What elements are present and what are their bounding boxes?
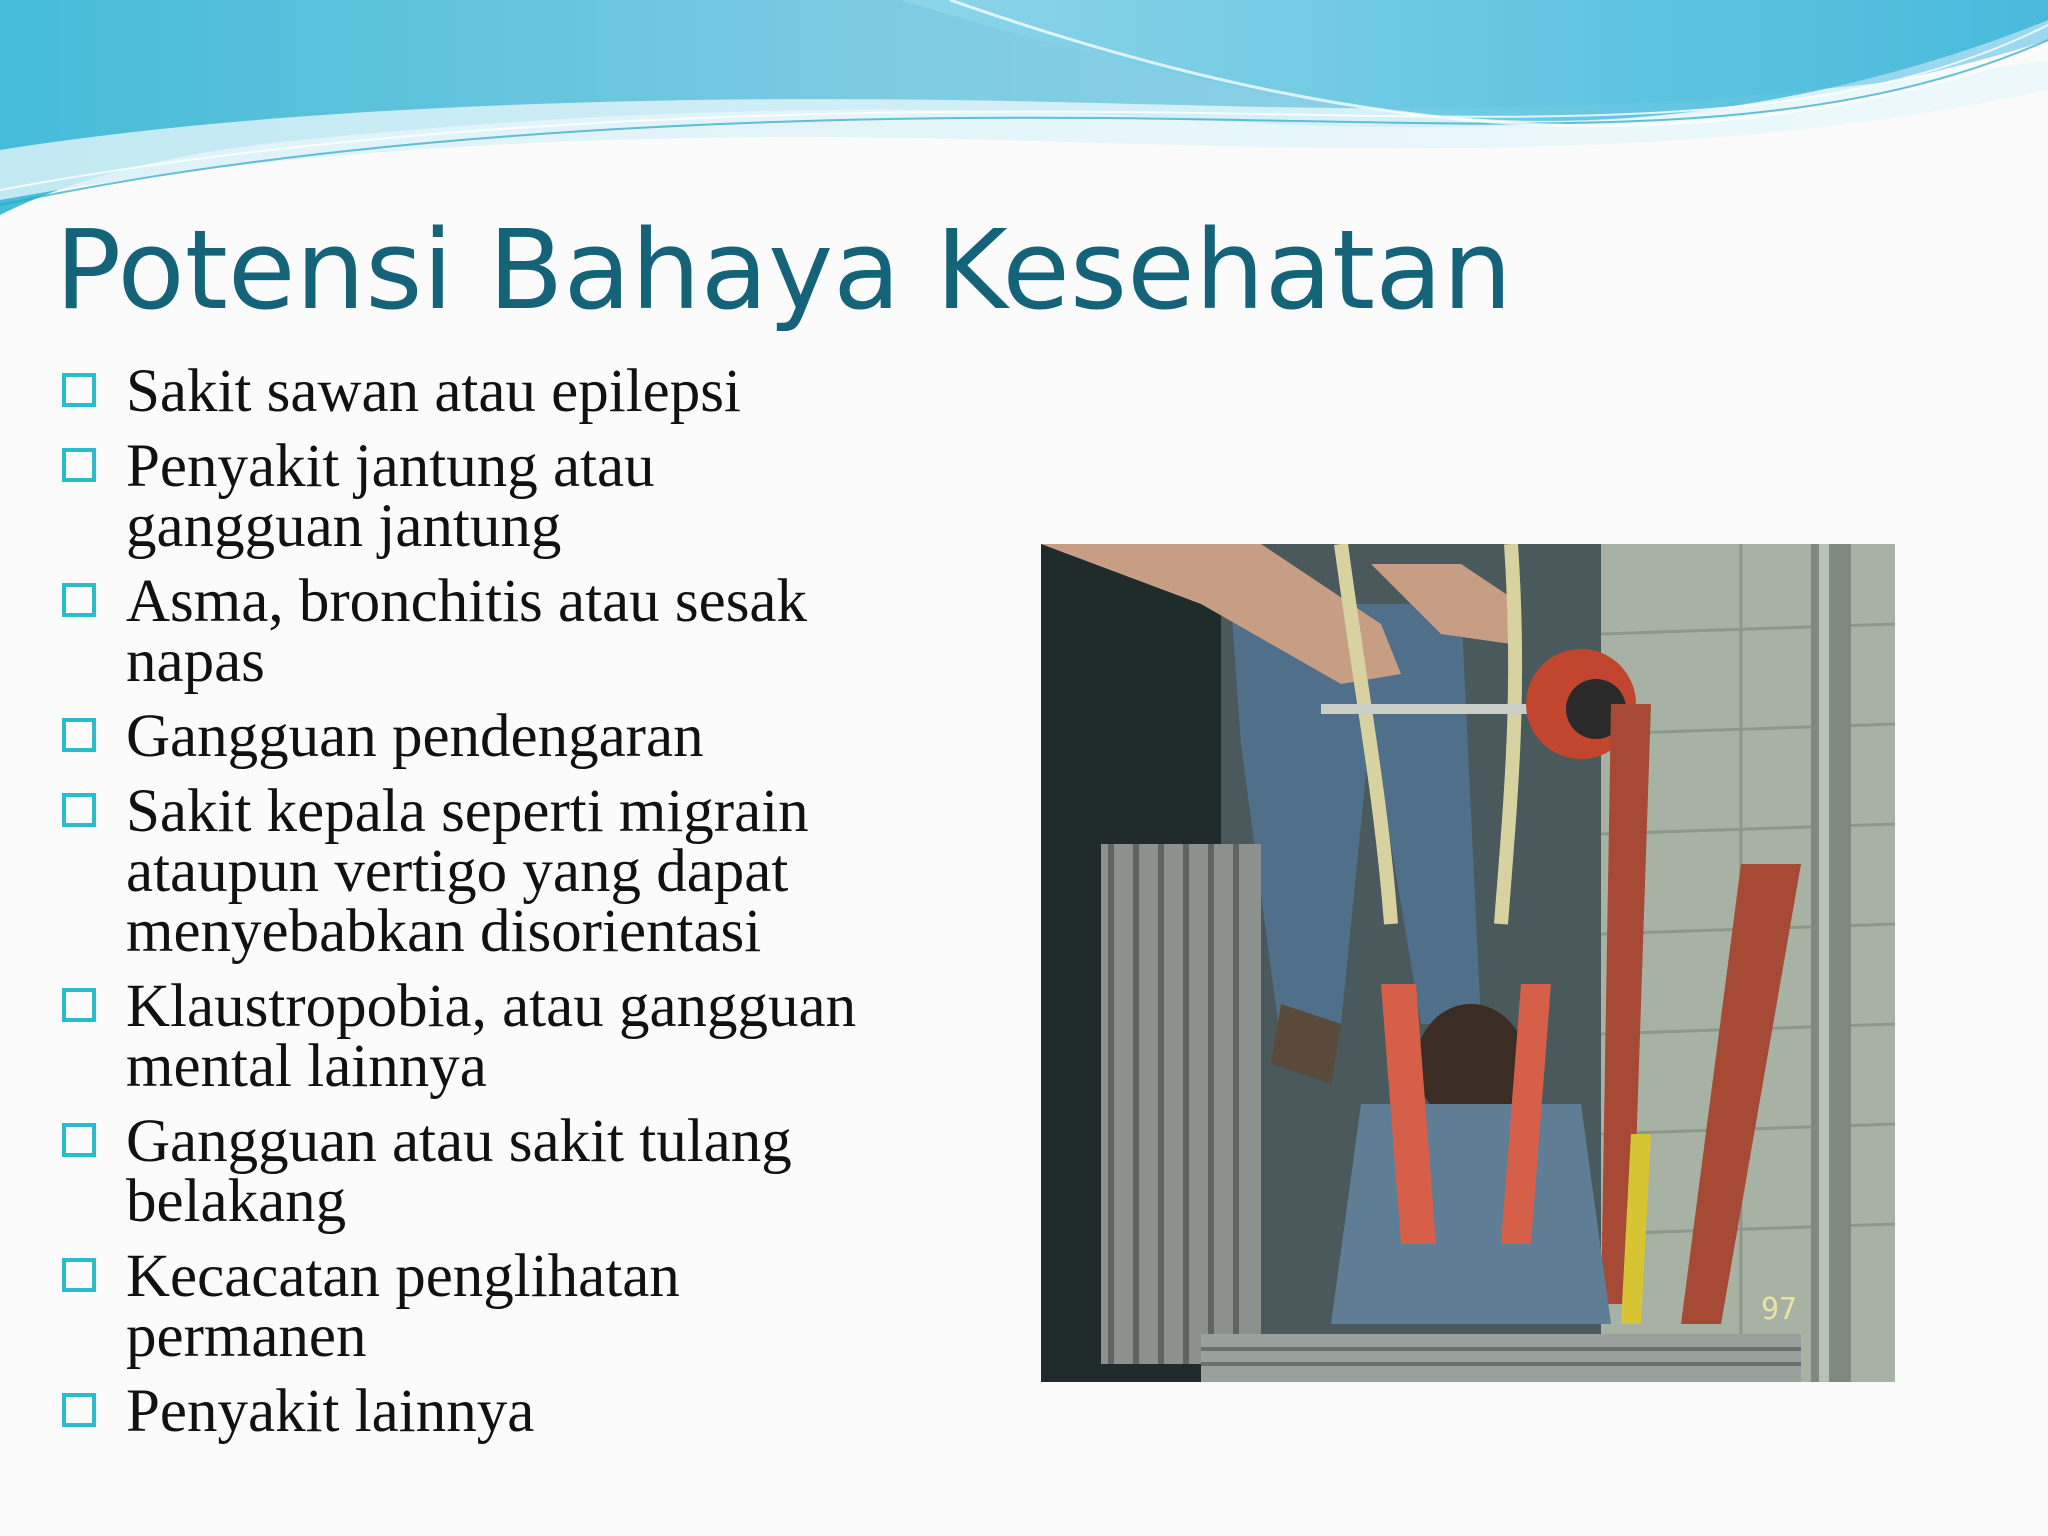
hollow-square-bullet-icon (62, 718, 96, 752)
slide-title: Potensi Bahaya Kesehatan (55, 206, 1513, 334)
bullet-text: Asma, bronchitis atau sesak napas (126, 568, 808, 695)
bullet-text: Sakit kepala seperti migrain ataupun vertigo yang dapat menyebabkan disorientasi (126, 778, 809, 965)
hollow-square-bullet-icon (62, 1123, 96, 1157)
bullet-text: Sakit sawan atau epilepsi (126, 358, 741, 425)
bullet-text: Penyakit jantung atau gangguan jantung (126, 433, 655, 560)
bullet-text: Penyakit lainnya (126, 1378, 535, 1445)
confined-space-rescue-photo (1041, 544, 1895, 1382)
hollow-square-bullet-icon (62, 1393, 96, 1427)
bullet-text: Kecacatan penglihatan permanen (126, 1243, 680, 1370)
hollow-square-bullet-icon (62, 793, 96, 827)
bullet-text: Gangguan atau sakit tulang belakang (126, 1108, 792, 1235)
hollow-square-bullet-icon (62, 988, 96, 1022)
wave-header-decoration (0, 0, 2048, 240)
photo-date-stamp: 97 (1761, 1292, 1798, 1327)
hollow-square-bullet-icon (62, 448, 96, 482)
hollow-square-bullet-icon (62, 1258, 96, 1292)
bullet-text: Gangguan pendengaran (126, 703, 704, 770)
hollow-square-bullet-icon (62, 373, 96, 407)
bullet-text: Klaustropobia, atau gangguan mental lainnya (126, 973, 857, 1100)
hollow-square-bullet-icon (62, 583, 96, 617)
